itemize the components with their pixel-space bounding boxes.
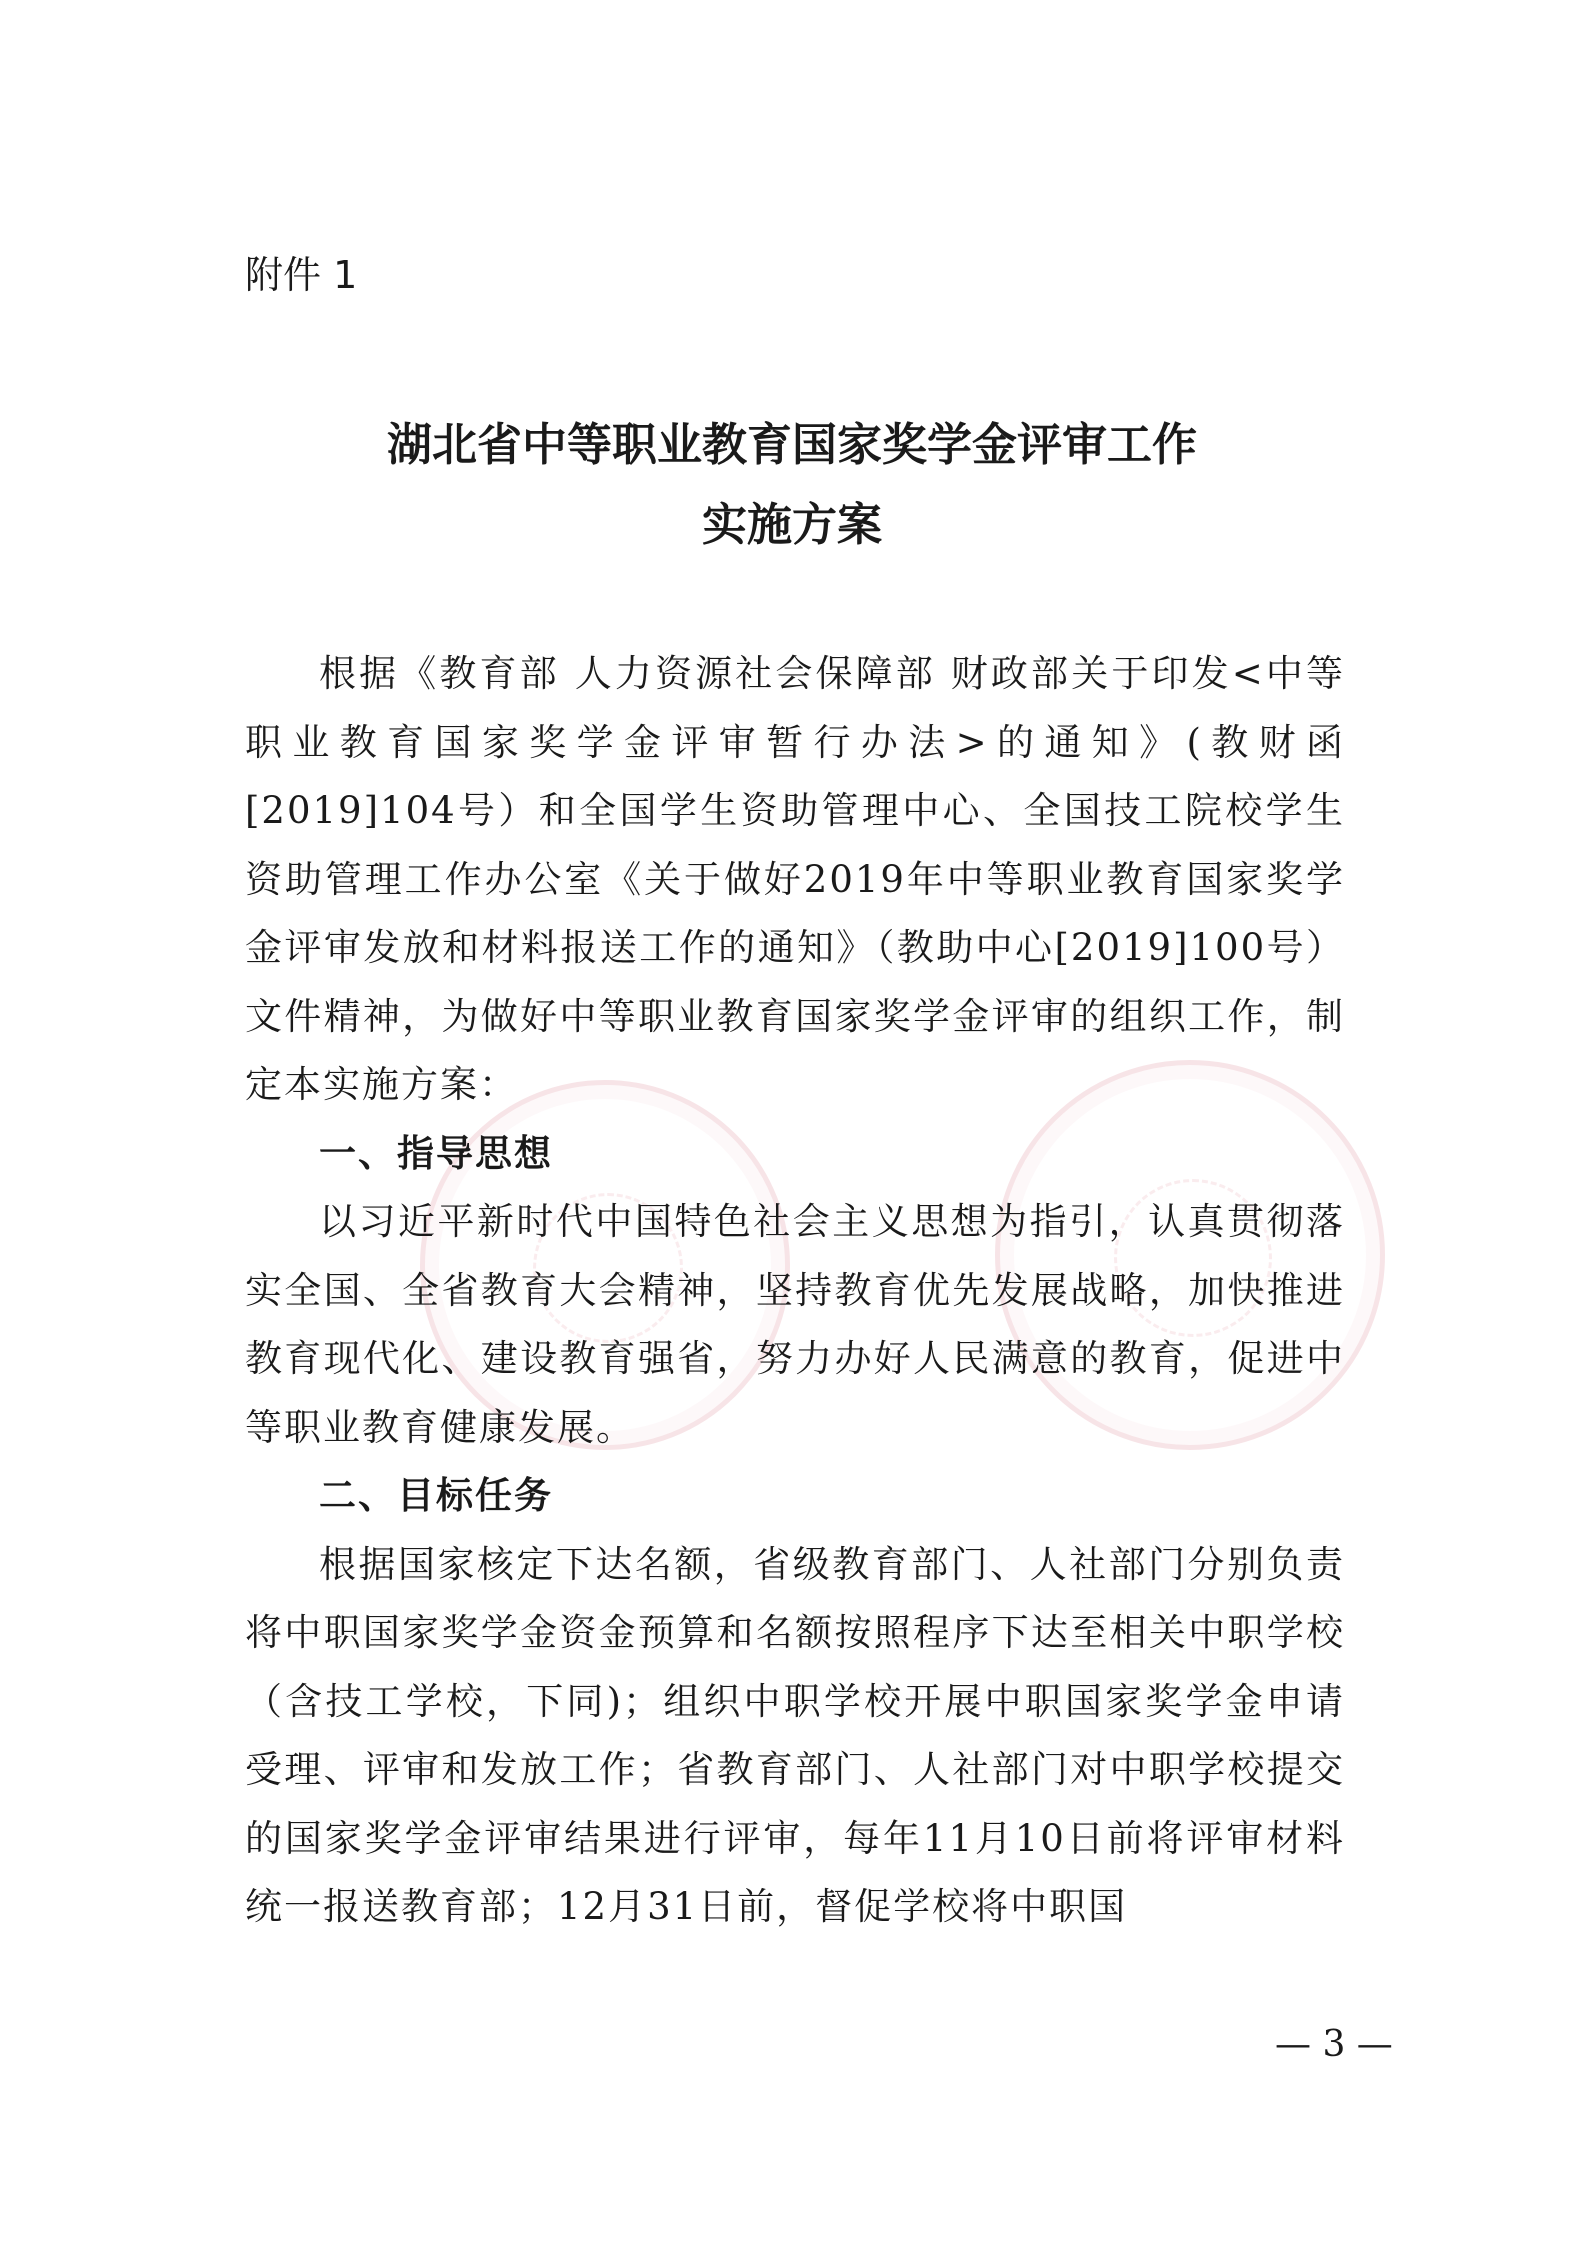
document-title <box>0 405 1584 565</box>
section-paragraph-guiding-ideology: 以习近平新时代中国特色社会主义思想为指引，认真贯彻落实全国、全省教育大会精神，坚持教育优先发展战略，加快推进教育现代化、建设教育强省，努力办好人民满意的教育，促进中等职业教育健康发展。 <box>245 1200 1345 1449</box>
document-title-line-2: 实施方案 <box>701 498 882 551</box>
section-heading-guiding-ideology: 一、指导思想 <box>319 1131 553 1175</box>
intro-paragraph: 根据《教育部 人力资源社会保障部 财政部关于印发<中等职业教育国家奖学金评审暂行办法>的通知》(教财函[2019]104号）和全国学生资助管理中心、全国技工院校学生资助管理工作办公室《关于做好2019年中等职业教育国家奖学金评审发放和材料报送工作的通知》（教助中心[2019]100号）文件精神，为做好中等职业教育国家奖学金评审的组织工作，制定本实施方案： <box>245 652 1345 1106</box>
section-heading-objectives: 二、目标任务 <box>319 1474 553 1517</box>
document-title-line-1: 湖北省中等职业教育国家奖学金评审工作 <box>386 418 1197 471</box>
section-paragraph-objectives: 根据国家核定下达名额，省级教育部门、人社部门分别负责将中职国家奖学金资金预算和名额按照程序下达至相关中职学校（含技工学校，下同)；组织中职学校开展中职国家奖学金申请受理、评审和发放工作；省教育部门、人社部门对中职学校提交的国家奖学金评审结果进行评审，每年11月10日前将评审材料统一报送教育部；12月31日前，督促学校将中职国 <box>245 1542 1345 1928</box>
attachment-label: 附件 1 <box>245 253 358 297</box>
page-number: — 3 — <box>1275 2024 1393 2065</box>
document-body <box>245 640 1345 1942</box>
